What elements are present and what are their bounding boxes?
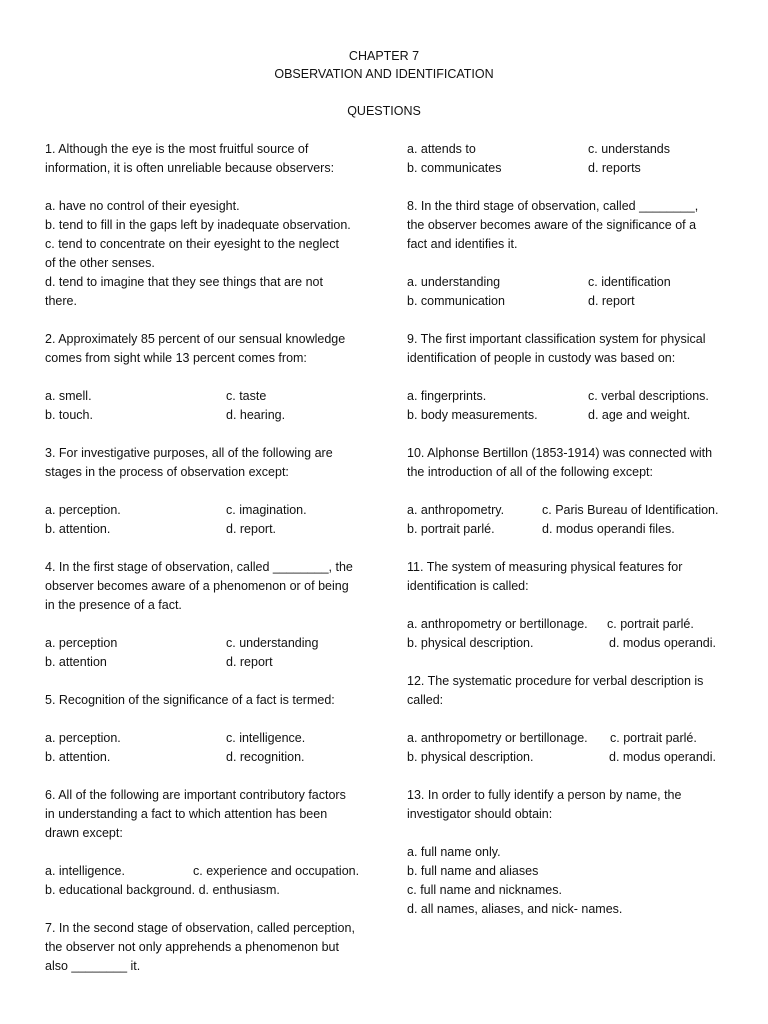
question-10 [407,444,742,539]
question-text: information, it is often unreliable because observers: [45,161,335,175]
option-d: d. report [588,294,635,308]
option-c: c. understands [588,142,670,156]
option-b: b. physical description. [407,750,534,764]
option-c: c. identification [588,275,671,289]
question-text: 11. The system of measuring physical features for [407,560,683,574]
option-c: c. portrait parlé. [610,731,697,745]
option-c: c. imagination. [226,503,307,517]
question-7-options [407,140,742,178]
option-b: b. body measurements. [407,408,538,422]
question-text: identification of people in custody was based on: [407,351,676,365]
option-d: d. modus operandi files. [542,522,675,536]
question-text: the observer becomes aware of the significance of a [407,218,697,232]
question-text: in understanding a fact to which attention has been [45,807,328,821]
question-text: 1. Although the eye is the most fruitful source of [45,142,309,156]
question-text: drawn except: [45,826,123,840]
question-text: fact and identifies it. [407,237,518,251]
question-text: identification is called: [407,579,529,593]
question-12 [407,672,742,767]
question-text: 12. The systematic procedure for verbal description is [407,674,704,688]
question-5 [45,691,365,767]
option-b: b. communication [407,294,505,308]
option-a: a. anthropometry or bertillonage. [407,617,588,631]
question-text: investigator should obtain: [407,807,553,821]
question-6 [45,786,365,900]
option-a: a. anthropometry or bertillonage. [407,731,588,745]
option-b-d: b. educational background. d. enthusiasm. [45,883,280,897]
option: b. full name and aliases [407,864,539,878]
question-7 [45,919,365,976]
question-13 [407,786,742,919]
option-a: a. perception. [45,503,121,517]
question-4 [45,558,365,672]
question-text: 2. Approximately 85 percent of our sensual knowledge [45,332,346,346]
option-b: b. attention. [45,750,111,764]
option-c: c. intelligence. [226,731,306,745]
question-text: 10. Alphonse Bertillon (1853-1914) was connected with [407,446,713,460]
option-c: c. understanding [226,636,319,650]
option: a. full name only. [407,845,501,859]
option-c: c. portrait parlé. [607,617,694,631]
option-d: d. recognition. [226,750,305,764]
option-a: a. understanding [407,275,501,289]
question-text: the introduction of all of the following except: [407,465,653,479]
question-text: 3. For investigative purposes, all of the following are [45,446,333,460]
option-b: b. attention [45,655,107,669]
option-a: a. perception [45,636,118,650]
question-3 [45,444,365,539]
option: c. full name and nicknames. [407,883,562,897]
question-text: comes from sight while 13 percent comes from: [45,351,307,365]
option-d: d. report [226,655,273,669]
option-a: a. attends to [407,142,476,156]
chapter-number: CHAPTER 7 [348,49,420,63]
question-text: 6. All of the following are important contributory factors [45,788,346,802]
option-b: b. physical description. [407,636,534,650]
option-c: c. experience and occupation. [193,864,360,878]
option: d. tend to imagine that they see things that are not [45,275,323,289]
section-heading: QUESTIONS [347,104,421,118]
option: a. have no control of their eyesight. [45,199,240,213]
question-1 [45,140,365,311]
option: of the other senses. [45,256,155,270]
question-text: 13. In order to fully identify a person by name, the [407,788,682,802]
right-column [407,140,742,919]
option-c: c. taste [226,389,267,403]
option-b: b. portrait parlé. [407,522,495,536]
question-text: called: [407,693,444,707]
option-a: a. intelligence. [45,864,125,878]
question-text: the observer not only apprehends a phenomenon but [45,940,339,954]
option: c. tend to concentrate on their eyesight to the neglect [45,237,339,251]
option-b: b. touch. [45,408,93,422]
option-a: a. anthropometry. [407,503,505,517]
option-a: a. smell. [45,389,92,403]
question-text: in the presence of a fact. [45,598,182,612]
option-d: d. age and weight. [588,408,691,422]
question-text: 8. In the third stage of observation, called ________, [407,199,699,213]
option-b: b. attention. [45,522,111,536]
question-text: 4. In the first stage of observation, called ________, the [45,560,353,574]
option-d: d. modus operandi. [609,750,717,764]
option: b. tend to fill in the gaps left by inadequate observation. [45,218,351,232]
option-a: a. fingerprints. [407,389,487,403]
question-text: 7. In the second stage of observation, called perception, [45,921,355,935]
question-text: 5. Recognition of the significance of a fact is termed: [45,693,335,707]
question-11 [407,558,742,653]
question-text: also ________ it. [45,959,141,973]
question-text: stages in the process of observation except: [45,465,289,479]
option-d: d. hearing. [226,408,286,422]
option: there. [45,294,77,308]
left-column [45,140,365,976]
option-d: d. reports [588,161,641,175]
chapter-title: OBSERVATION AND IDENTIFICATION [274,67,494,81]
option-c: c. Paris Bureau of Identification. [542,503,719,517]
option-d: d. modus operandi. [609,636,717,650]
option-d: d. report. [226,522,277,536]
option: d. all names, aliases, and nick- names. [407,902,623,916]
question-2 [45,330,365,425]
question-8 [407,197,742,311]
question-text: observer becomes aware of a phenomenon or of being [45,579,349,593]
option-b: b. communicates [407,161,502,175]
question-9 [407,330,742,425]
option-c: c. verbal descriptions. [588,389,709,403]
option-a: a. perception. [45,731,121,745]
question-text: 9. The first important classification system for physical [407,332,706,346]
